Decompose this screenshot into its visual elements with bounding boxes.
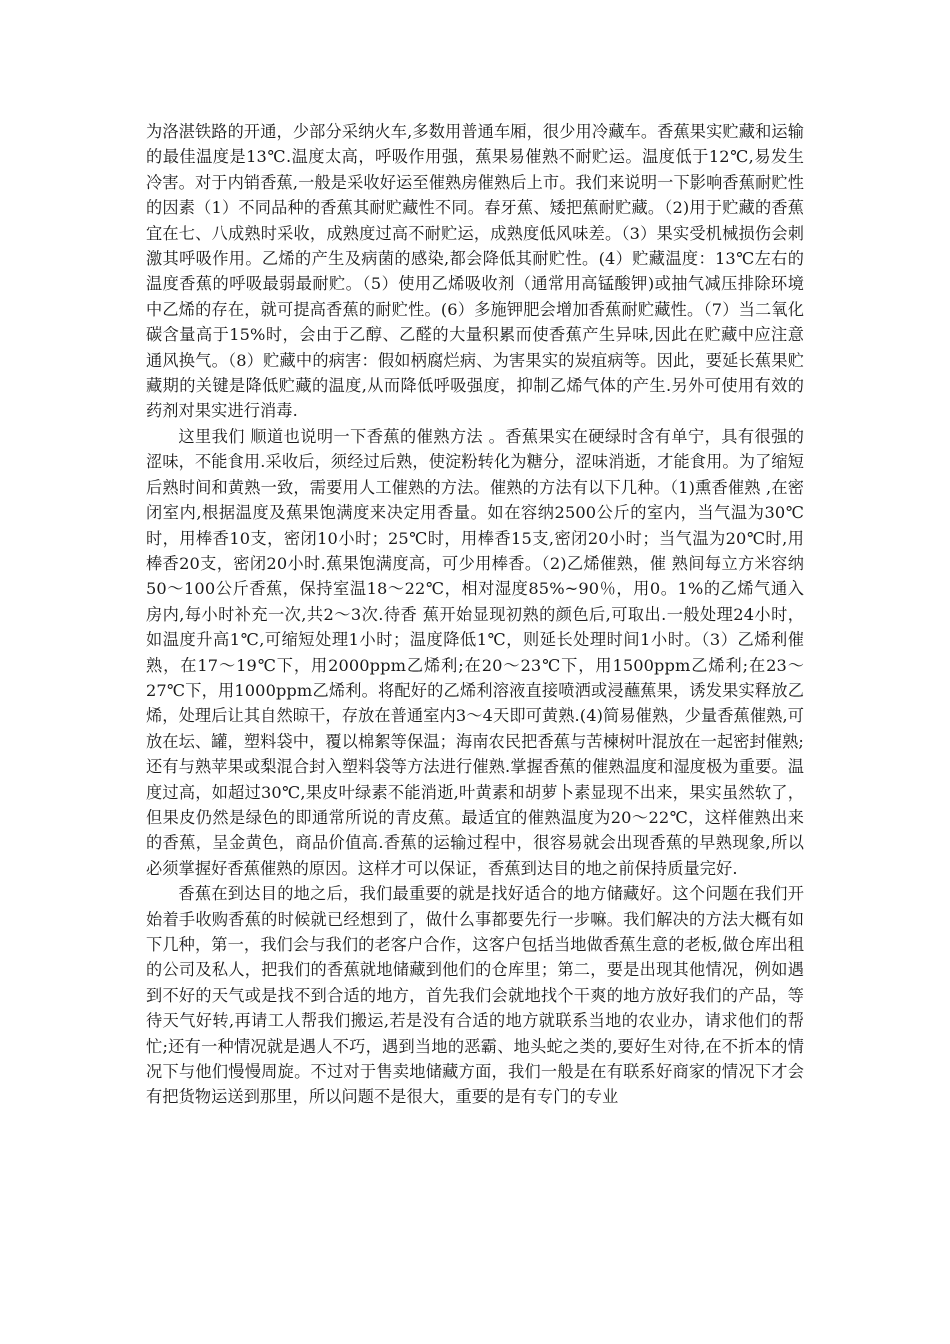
paragraph-storage-factors: 为洛湛铁路的开通，少部分采纳火车,多数用普通车厢，很少用冷藏车。香蕉果实贮藏和运输的最佳温度是13℃.温度太高，呼吸作用强，蕉果易催熟不耐贮运。温度低于12℃,易发生冷害。对于内销香蕉,一般是采收好运至催熟房催熟后上市。我们来说明一下影响香蕉耐贮性的因素（1）不同品种的香蕉其耐贮藏性不同。春牙蕉、矮把蕉耐贮藏。（2)用于贮藏的香蕉宜在七、八成熟时采收，成熟度过高不耐贮运，成熟度低风味差。（3）果实受机械损伤会刺激其呼吸作用。乙烯的产生及病菌的感染,都会降低其耐贮性。(4）贮藏温度：13℃左右的温度香蕉的呼吸最弱最耐贮。（5）使用乙烯吸收剂（通常用高锰酸钾)或抽气减压排除环境中乙烯的存在，就可提高香蕉的耐贮性。(6）多施钾肥会增加香蕉耐贮藏性。（7）当二氧化碳含量高于15%时，会由于乙醇、乙醛的大量积累而使香蕉产生异味,因此在贮藏中应注意通风换气。（8）贮藏中的病害：假如柄腐烂病、为害果实的炭疽病等。因此，要延长蕉果贮藏期的关键是降低贮藏的温度,从而降低呼吸强度，抑制乙烯气体的产生.另外可使用有效的药剂对果实进行消毒. xyxy=(146,122,804,421)
document-body xyxy=(146,119,804,1110)
paragraph-destination-storage: 香蕉在到达目的地之后，我们最重要的就是找好适合的地方储藏好。这个问题在我们开始着手收购香蕉的时候就已经想到了，做什么事都要先行一步嘛。我们解决的方法大概有如下几种，第一，我们会与我们的老客户合作，这客户包括当地做香蕉生意的老板,做仓库出租的公司及私人，把我们的香蕉就地储藏到他们的仓库里；第二，要是出现其他情况，例如遇到不好的天气或是找不到合适的地方，首先我们会就地找个干爽的地方放好我们的产品，等待天气好转,再请工人帮我们搬运,若是没有合适的地方就联系当地的农业办，请求他们的帮忙;还有一种情况就是遇人不巧，遇到当地的恶霸、地头蛇之类的,要好生对待,在不折本的情况下与他们慢慢周旋。不过对于售卖地储藏方面，我们一般是在有联系好商家的情况下才会有把货物运送到那里，所以问题不是很大，重要的是有专门的专业 xyxy=(146,884,804,1107)
paragraph-ripening-methods: 这里我们 顺道也说明一下香蕉的催熟方法 。香蕉果实在硬绿时含有单宁，具有很强的涩味，不能食用.采收后，须经过后熟，使淀粉转化为糖分，涩味消逝，才能食用。为了缩短后熟时间和黄熟一致，需要用人工催熟的方法。催熟的方法有以下几种。（1)熏香催熟 ,在密闭室内,根据温度及蕉果饱满度来决定用香量。如在容纳2500公斤的室内，当气温为30℃时，用棒香10支，密闭10小时；25℃时，用棒香15支,密闭20小时；当气温为20℃时,用棒香20支，密闭20小时.蕉果饱满度高，可少用棒香。（2)乙烯催熟，催 熟间每立方米容纳50～100公斤香蕉，保持室温18～22℃，相对湿度85%~90％，用0。1%的乙烯气通入房内,每小时补充一次,共2～3次.待香 蕉开始显现初熟的颜色后,可取出.一般处理24小时，如温度升高1℃,可缩短处理1小时；温度降低1℃，则延长处理时间1小时。（3）乙烯利催熟，在17～19℃下，用2000ppm乙烯利;在20～23℃下，用1500ppm乙烯利;在23～27℃下，用1000ppm乙烯利。将配好的乙烯利溶液直接喷洒或浸蘸蕉果，诱发果实释放乙烯，处理后让其自然晾干，存放在普通室内3～4天即可黄熟.(4)简易催熟，少量香蕉催熟,可放在坛、罐，塑料袋中，覆以棉絮等保温；海南农民把香蕉与苦楝树叶混放在一起密封催熟;还有与熟苹果或梨混合封入塑料袋等方法进行催熟.掌握香蕉的催熟温度和湿度极为重要。温度过高，如超过30℃,果皮叶绿素不能消逝,叶黄素和胡萝卜素显现不出来，果实虽然软了，但果皮仍然是绿色的即通常所说的青皮蕉。最适宜的催熟温度为20～22℃，这样催熟出来的香蕉，呈金黄色，商品价值高.香蕉的运输过程中，很容易就会出现香蕉的早熟现象,所以必须掌握好香蕉催熟的原因。这样才可以保证，香蕉到达目的地之前保持质量完好. xyxy=(146,426,804,878)
